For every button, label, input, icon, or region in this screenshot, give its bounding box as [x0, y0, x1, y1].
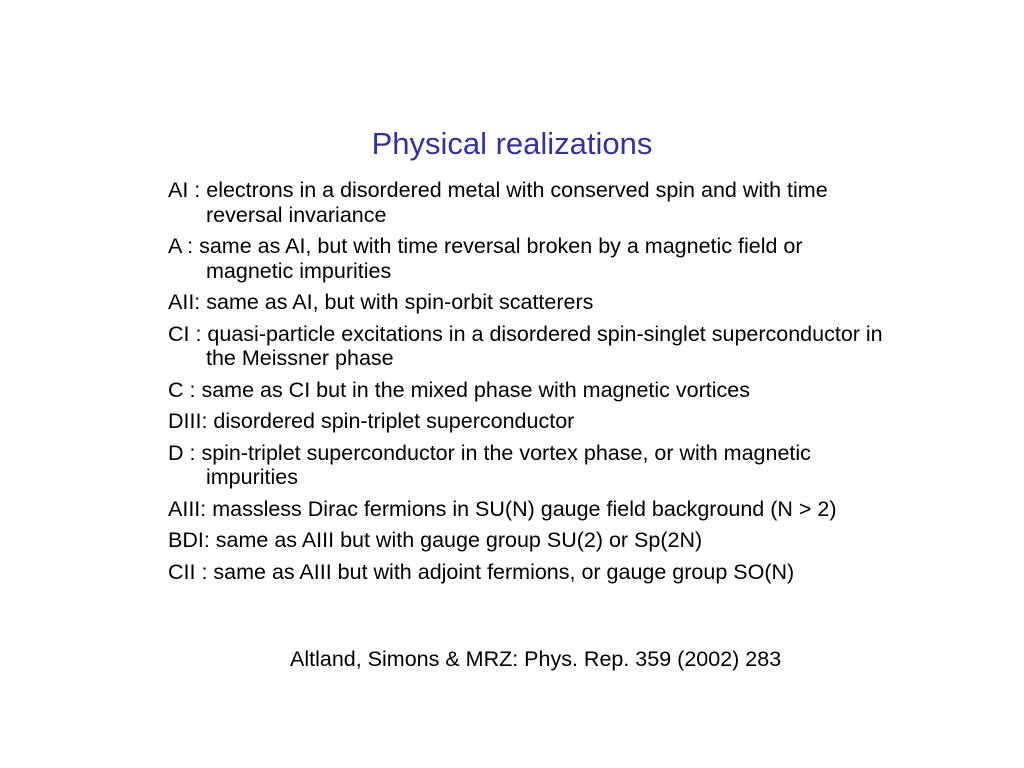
list-item: A : same as AI, but with time reversal broken by a magnetic field or magnetic impurities — [168, 234, 803, 283]
list-item: DIII: disordered spin-triplet superconductor — [168, 409, 575, 433]
slide-title: Physical realizations — [371, 126, 653, 161]
list-item: CI : quasi-particle excitations in a disordered spin-singlet superconductor in the Meissner phase — [168, 321, 883, 370]
citation: Altland, Simons & MRZ: Phys. Rep. 359 (2002) 283 — [290, 647, 782, 671]
list-item: C : same as CI but in the mixed phase with magnetic vortices — [168, 377, 750, 402]
list-item: AIII: massless Dirac fermions in SU(N) gauge field background (N > 2) — [168, 496, 837, 521]
list-item: CII : same as AIII but with adjoint fermions, or gauge group SO(N) — [168, 559, 795, 584]
list-item: AI : electrons in a disordered metal with conserved spin and with time reversal invariance — [168, 178, 828, 227]
list-item: BDI: same as AIII but with gauge group SU(2) or Sp(2N) — [168, 528, 703, 552]
realization-list — [168, 178, 888, 591]
list-item: AII: same as AI, but with spin-orbit scatterers — [168, 290, 594, 314]
list-item: D : spin-triplet superconductor in the vortex phase, or with magnetic impurities — [168, 440, 811, 489]
